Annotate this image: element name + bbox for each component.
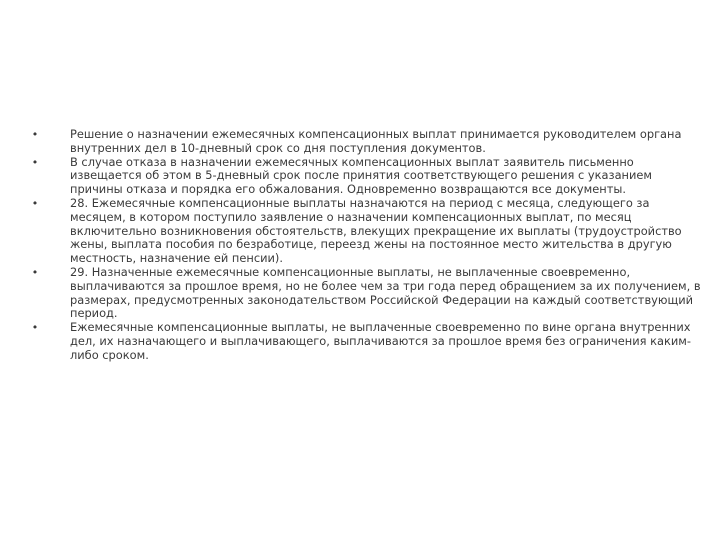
bullet-icon: • [31,128,39,141]
bullet-icon: • [31,196,39,210]
bullet-icon: • [31,265,39,279]
list-item [30,156,708,197]
list-item-text: 29. Назначенные ежемесячные компенсационные выплаты, не выплаченные своевременно, выплачиваются за прошлое время, но не более чем за три года перед обращением за их получением, в размерах, предусмотренных законодательством Российской Федерации на каждый соответствующий период. [70,264,701,321]
bullet-icon: • [31,155,39,169]
list-item [30,128,708,156]
list-item-text: Решение о назначении ежемесячных компенсационных выплат принимается руководителем органа внутренних дел в 10-дневный срок со дня поступления документов. [70,127,682,155]
bullet-icon: • [31,321,39,335]
list-item-text: В случае отказа в назначении ежемесячных компенсационных выплат заявитель письменно извещается об этом в 5-дневный срок после принятия соответствующего решения с указанием причины отказа и порядка его обжалования. Одновременно возвращаются все документы. [70,154,653,197]
list-item [30,266,708,321]
list-item-text: Ежемесячные компенсационные выплаты, не выплаченные своевременно по вине органа внутренних дел, их назначающего и выплачивающего, выплачиваются за прошлое время без ограничения каким-либо сроком. [70,320,691,362]
list-item [30,197,708,266]
list-item [30,321,708,362]
bullet-list [30,128,708,363]
list-item-text: 28. Ежемесячные компенсационные выплаты назначаются на период с месяца, следующего за месяцем, в котором поступило заявление о назначении компенсационных выплат, по месяц включительно возникновения обстоятельств, влекущих прекращение их выплаты (трудоустройство жены, выплата пособия по безработице, переезд жены на постоянное место жительства в другую местность, назначение ей пенсии). [70,195,682,266]
